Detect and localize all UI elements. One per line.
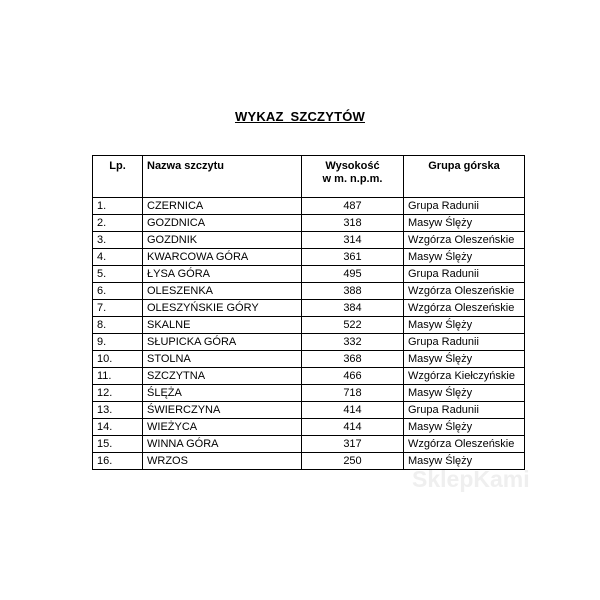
cell-name: ŁYSA GÓRA — [143, 266, 302, 283]
table-row — [93, 300, 525, 317]
cell-lp: 10. — [93, 351, 143, 368]
peaks-table — [92, 155, 525, 470]
cell-height: 332 — [302, 334, 404, 351]
table-row — [93, 402, 525, 419]
table-row — [93, 283, 525, 300]
table-body — [93, 198, 525, 470]
cell-height: 250 — [302, 453, 404, 470]
cell-lp: 16. — [93, 453, 143, 470]
cell-height: 314 — [302, 232, 404, 249]
watermark-logo: SklepKami — [412, 466, 530, 492]
table-row — [93, 232, 525, 249]
cell-group: Wzgórza Oleszeńskie — [404, 232, 525, 249]
header-height — [302, 156, 404, 198]
cell-height: 361 — [302, 249, 404, 266]
cell-name: OLESZENKA — [143, 283, 302, 300]
header-name: Nazwa szczytu — [143, 156, 302, 198]
cell-group: Masyw Ślęży — [404, 385, 525, 402]
header-lp: Lp. — [93, 156, 143, 198]
cell-lp: 2. — [93, 215, 143, 232]
table-row — [93, 419, 525, 436]
cell-group: Masyw Ślęży — [404, 453, 525, 470]
cell-height: 318 — [302, 215, 404, 232]
cell-name: ŚLĘŻA — [143, 385, 302, 402]
cell-height: 368 — [302, 351, 404, 368]
cell-group: Grupa Radunii — [404, 334, 525, 351]
table-row — [93, 351, 525, 368]
cell-lp: 6. — [93, 283, 143, 300]
table-row — [93, 368, 525, 385]
cell-lp: 12. — [93, 385, 143, 402]
cell-group: Wzgórza Oleszeńskie — [404, 300, 525, 317]
cell-lp: 1. — [93, 198, 143, 215]
cell-lp: 5. — [93, 266, 143, 283]
table-row — [93, 215, 525, 232]
cell-lp: 13. — [93, 402, 143, 419]
cell-height: 466 — [302, 368, 404, 385]
cell-lp: 11. — [93, 368, 143, 385]
document-title: WYKAZ SZCZYTÓW — [234, 109, 365, 124]
cell-name: CZERNICA — [143, 198, 302, 215]
header-group: Grupa górska — [404, 156, 525, 198]
cell-lp: 4. — [93, 249, 143, 266]
cell-height: 384 — [302, 300, 404, 317]
cell-name: OLESZYŃSKIE GÓRY — [143, 300, 302, 317]
cell-name: SŁUPICKA GÓRA — [143, 334, 302, 351]
cell-group: Masyw Ślęży — [404, 351, 525, 368]
cell-height: 487 — [302, 198, 404, 215]
table-row — [93, 385, 525, 402]
cell-name: WIEŻYCA — [143, 419, 302, 436]
table-header-row — [93, 156, 525, 198]
cell-lp: 3. — [93, 232, 143, 249]
table-row — [93, 334, 525, 351]
cell-name: WRZOS — [143, 453, 302, 470]
cell-lp: 8. — [93, 317, 143, 334]
cell-group: Grupa Radunii — [404, 402, 525, 419]
header-height-line2: w m. n.p.m. — [322, 173, 383, 185]
cell-group: Masyw Ślęży — [404, 317, 525, 334]
cell-group: Wzgórza Oleszeńskie — [404, 283, 525, 300]
cell-lp: 15. — [93, 436, 143, 453]
cell-group: Masyw Ślęży — [404, 215, 525, 232]
cell-height: 388 — [302, 283, 404, 300]
cell-name: GOZDNIK — [143, 232, 302, 249]
cell-lp: 7. — [93, 300, 143, 317]
header-height-line1: Wysokość — [325, 160, 380, 172]
cell-group: Grupa Radunii — [404, 266, 525, 283]
cell-name: SZCZYTNA — [143, 368, 302, 385]
cell-group: Masyw Ślęży — [404, 249, 525, 266]
table-row — [93, 198, 525, 215]
cell-name: SKALNE — [143, 317, 302, 334]
cell-name: GOZDNICA — [143, 215, 302, 232]
cell-lp: 9. — [93, 334, 143, 351]
table-row — [93, 266, 525, 283]
cell-group: Wzgórza Kiełczyńskie — [404, 368, 525, 385]
cell-height: 718 — [302, 385, 404, 402]
cell-group: Grupa Radunii — [404, 198, 525, 215]
cell-height: 414 — [302, 402, 404, 419]
cell-group: Wzgórza Oleszeńskie — [404, 436, 525, 453]
cell-height: 414 — [302, 419, 404, 436]
cell-height: 522 — [302, 317, 404, 334]
cell-height: 317 — [302, 436, 404, 453]
cell-name: STOLNA — [143, 351, 302, 368]
table-row — [93, 249, 525, 266]
cell-name: ŚWIERCZYNA — [143, 402, 302, 419]
cell-group: Masyw Ślęży — [404, 419, 525, 436]
table-row — [93, 317, 525, 334]
cell-name: KWARCOWA GÓRA — [143, 249, 302, 266]
cell-name: WINNA GÓRA — [143, 436, 302, 453]
cell-height: 495 — [302, 266, 404, 283]
table-row — [93, 436, 525, 453]
cell-lp: 14. — [93, 419, 143, 436]
